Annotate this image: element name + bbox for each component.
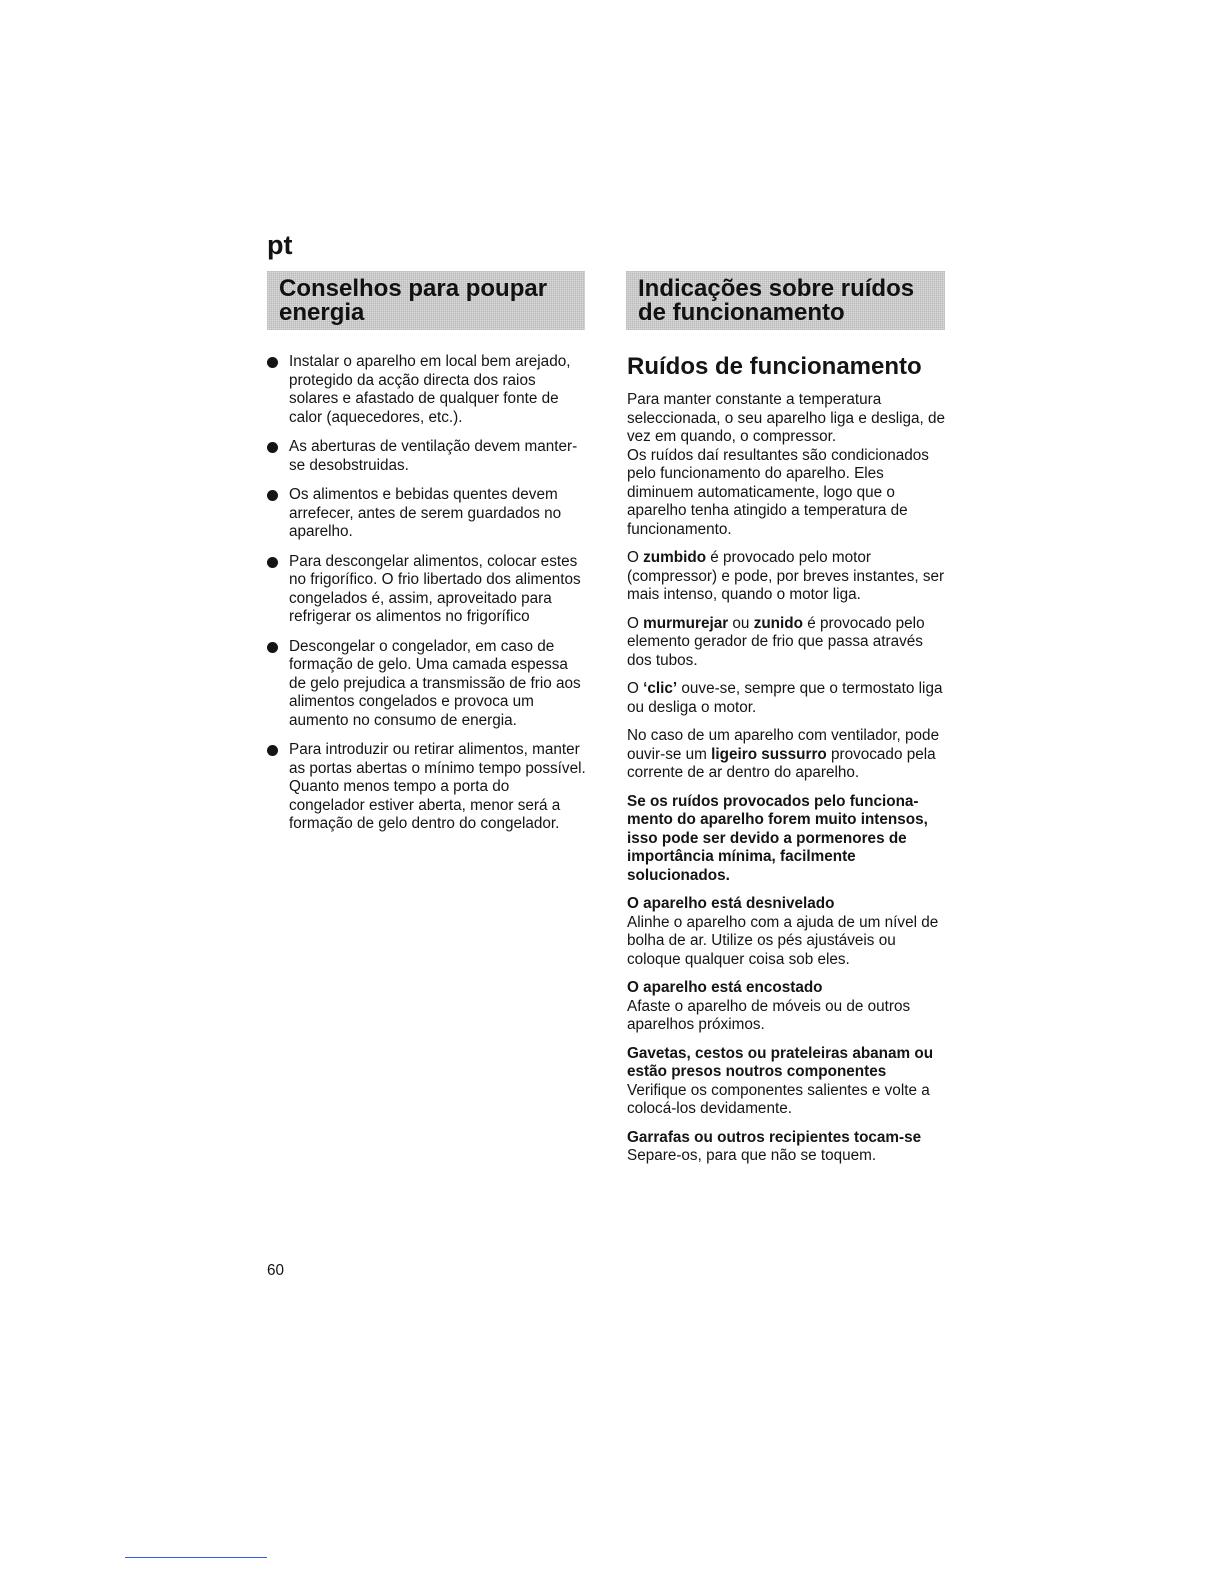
bold-term: zunido (753, 614, 803, 632)
energy-tips-list (267, 353, 589, 845)
intro-paragraph (627, 391, 947, 539)
issue-heading: O aparelho está desnivelado (627, 895, 835, 912)
list-item-text: Para descongelar alimentos, colocar estes no frigorífico. O frio libertado dos alimentos congelados é, assim, aproveitado para refrigerar os alimentos no frigorífico (289, 552, 581, 625)
issue-heading: Garrafas ou outros recipientes tocam-se (627, 1128, 922, 1146)
issue-item (627, 895, 947, 969)
list-item-text: Quanto menos tempo a porta do congelador estiver aberta, menor será a formação de gelo dentro do congelador. (289, 778, 561, 832)
list-item (267, 638, 589, 731)
text-run: O (627, 680, 644, 697)
noise-section (627, 353, 947, 1176)
page-number: 60 (267, 1262, 285, 1279)
section-banner-energy (267, 271, 585, 330)
banner-line: Conselhos para poupar (279, 275, 548, 302)
issue-text: Afaste o aparelho de móveis ou de outros aparelhos próximos. (627, 997, 911, 1033)
clic-paragraph (627, 680, 947, 717)
issue-item (627, 979, 947, 1035)
bullet-icon (267, 442, 278, 453)
issue-item (627, 1129, 947, 1166)
bold-term: zumbido (643, 549, 707, 566)
issue-text: Alinhe o aparelho com a ajuda de um nível de bolha de ar. Utilize os pés ajustáveis ou coloque qualquer coisa sob eles. (627, 913, 939, 968)
text-run: No caso de um aparelho com ventilador, pode ouvir-se um (627, 727, 940, 763)
bold-term: ligeiro sussurro (711, 745, 827, 763)
issue-item (627, 1045, 947, 1119)
bullet-icon (267, 745, 278, 756)
list-item-text: As aberturas de ventilação devem manter-se desobstruidas. (289, 438, 578, 474)
bullet-icon (267, 357, 278, 368)
issue-heading: O aparelho está encostado (627, 979, 823, 996)
bullet-icon (267, 490, 278, 501)
banner-line: de funcionamento (638, 299, 845, 326)
list-item (267, 553, 589, 627)
bold-term: ‘clic’ (643, 680, 678, 697)
ventilador-paragraph (627, 727, 947, 783)
footer-rule (125, 1557, 267, 1558)
list-item (267, 486, 589, 542)
list-item-text: Os alimentos e bebidas quentes devem arrefecer, antes de serem guardados no aparelho. (289, 486, 562, 540)
text-run: é provocado pelo motor (compressor) e pode, por breves instantes, ser mais intenso, quando o motor liga. (627, 549, 945, 603)
issue-text: Separe-os, para que não se toquem. (627, 1147, 877, 1164)
issue-text: Verifique os componentes salientes e volte a colocá-los devidamente. (627, 1081, 930, 1117)
zumbido-paragraph (627, 549, 947, 605)
language-code: pt (267, 230, 293, 260)
list-item (267, 438, 589, 475)
warning-paragraph: Se os ruídos provocados pelo funciona-mento do aparelho forem muito intensos, isso pode ser devido a pormenores de importância mínima, facilmente solucionados. (627, 792, 928, 884)
list-item (267, 741, 589, 834)
text-run: ou (728, 614, 754, 632)
section-banner-noise (626, 271, 945, 330)
text-run: O (627, 549, 644, 566)
bullet-icon (267, 642, 278, 653)
bullet-icon (267, 557, 278, 568)
text-run: é provocado pelo elemento gerador de frio que passa através dos tubos. (627, 614, 925, 669)
text-run: ouve-se, sempre que o termostato liga ou desliga o motor. (627, 680, 943, 716)
list-item-text: Para introduzir ou retirar alimentos, manter as portas abertas o mínimo tempo possível. (289, 741, 586, 777)
intro-text: Para manter constante a temperatura seleccionada, o seu aparelho liga e desliga, de vez em quando, o compressor. (627, 391, 946, 445)
bold-term: murmurejar (643, 614, 729, 632)
section-title: Ruídos de funcionamento (627, 353, 922, 380)
list-item (267, 353, 589, 427)
murmurejar-paragraph (627, 615, 947, 671)
text-run: O (627, 614, 644, 632)
banner-line: energia (279, 299, 365, 326)
text-run: provocado pela corrente de ar dentro do aparelho. (627, 745, 936, 781)
list-item-text: Instalar o aparelho em local bem arejado, protegido da acção directa dos raios solares e afastado de qualquer fonte de calor (aquecedores, etc.). (289, 353, 571, 426)
banner-line: Indicações sobre ruídos (638, 275, 915, 302)
intro-text: Os ruídos daí resultantes são condicionados pelo funcionamento do aparelho. Eles diminuem automaticamente, logo que o aparelho tenha atingido a temperatura de funcionamento. (627, 446, 929, 538)
issue-heading: Gavetas, cestos ou prateleiras abanam ou estão presos noutros componentes (627, 1044, 934, 1080)
list-item-text: Descongelar o congelador, em caso de formação de gelo. Uma camada espessa de gelo prejudica a transmissão de frio aos alimentos congelados e provoca um aumento no consumo de energia. (289, 637, 581, 729)
